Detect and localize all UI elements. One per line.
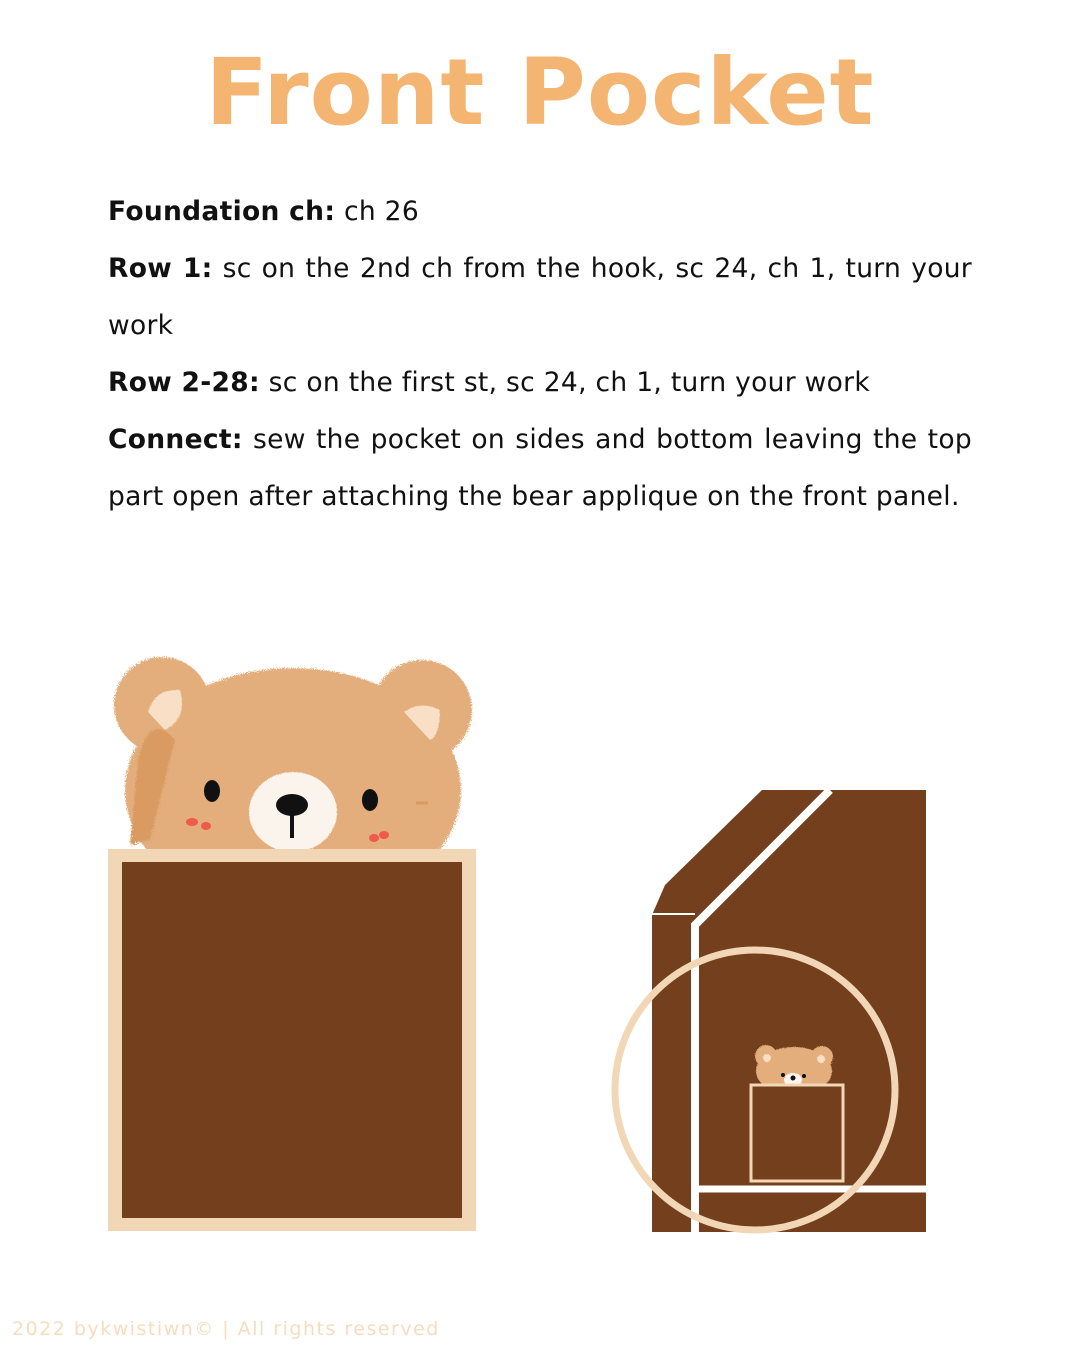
step-label: Connect:	[108, 424, 243, 455]
step-label: Foundation ch:	[108, 196, 336, 227]
step-text: sc on the first st, sc 24, ch 1, turn your work	[259, 367, 870, 398]
copyright-footer: 2022 bykwistiwn© | All rights reserved	[12, 1318, 440, 1340]
pocket-square-large	[108, 849, 476, 1231]
step-text: ch 26	[335, 196, 419, 227]
pocket-square-small	[751, 1085, 843, 1181]
page-title: Front Pocket	[205, 39, 875, 146]
step-label: Row 1:	[108, 253, 213, 284]
step-text: sc on the 2nd ch from the hook, sc 24, ch 1, turn your work	[108, 253, 972, 341]
step-text: sew the pocket on sides and bottom leaving the top part open after attaching the bear applique on the front panel.	[108, 424, 972, 512]
step-label: Row 2-28:	[108, 367, 260, 398]
